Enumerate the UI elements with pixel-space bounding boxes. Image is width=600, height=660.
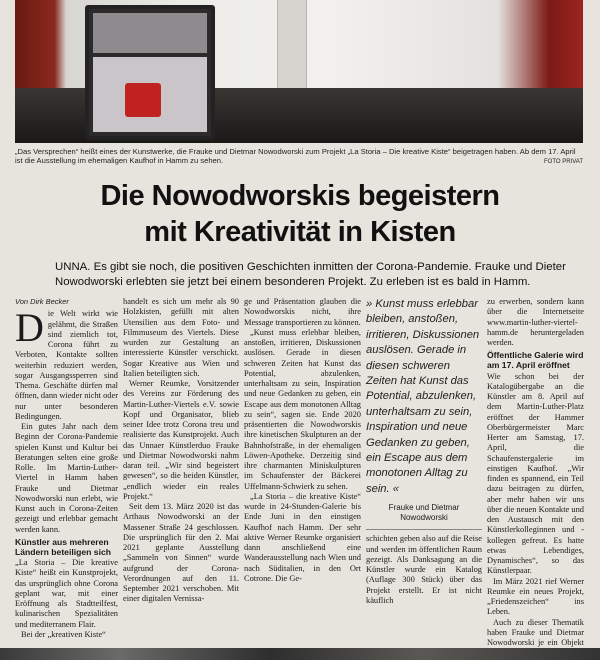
caption-text: „Das Versprechen“ heißt eines der Kunstwerke, die Frauke und Dietmar Nowodworski zum Projekt „La Storia – Die kreative Kiste“ beigetragen haben. Ab dem 17. April ist die Ausstellung im ehemaligen Kaufhof in Hamm zu sehen.: [15, 147, 576, 165]
paragraph: zu erwerben, sondern kann über die Internetseite www.martin-luther-viertel-hamm.de heruntergeladen werden.: [487, 297, 584, 347]
paragraph: Seit dem 13. März 2020 ist das Arthaus Nowodworski an der Massener Straße 24 geschlossen. Die ursprünglich für den 2. Mai 2021 geplante Ausstellung „Sammeln von Sinnen“ wurde aufgrund der Corona-Verordnungen auf den 11. September 2021 verschoben. Mit einer digitalen Vernissa-: [123, 502, 239, 604]
column-2: [123, 297, 239, 605]
art-box: [85, 5, 215, 140]
column-3: [244, 297, 361, 584]
paragraph: [15, 305, 118, 422]
art-box-tag: [125, 83, 161, 117]
paragraph: „La Storia – Die kreative Kiste“ heißt ein Kunstprojekt, das ursprünglich ohne Corona geplant war, mit einer Eröffnung als Stadtteilfest, kulinarischen Spezialitäten und mediterranem Flair.: [15, 558, 118, 629]
paragraph: Ein gutes Jahr nach dem Beginn der Corona-Pandemie spielen Kunst und Kultur bei Beratungen selten eine große Rolle. Im Martin-Luther-Viertel in Hamm haben Frauke und Dietmar Nowodworski nun erlebt, wie Kunst auch in Corona-Zeiten gezeigt und erlebbar gemacht werden kann.: [15, 422, 118, 534]
quote-attribution-line: Nowodworski: [400, 513, 448, 523]
paragraph: Im März 2021 rief Werner Reumke ein neues Projekt, „Friedenszeichen“ ins Leben.: [487, 576, 584, 617]
article-photo: [15, 0, 583, 143]
quote-attribution: [366, 503, 482, 523]
paragraph: Bei der „kreativen Kiste“: [21, 629, 106, 639]
paragraph: Werner Reumke, Vorsitzender des Vereins zur Förderung des Martin-Luther-Viertels e.V. sowie Kopf und Organisator, blieb seiner Idee trotz Corona treu und realisierte das Kunstprojekt. Auch das Unnaer Künstlerduo Frauke und Dietmar Nowodworski nahm daran teil. „Wir sind begeistert gewesen“, so die beiden Künstler, „endlich wieder ein reales Projekt.“: [123, 379, 239, 501]
pull-quote: » Kunst muss erlebbar bleiben, anstoßen, irritieren, Diskussionen auslösen. Gerade in diesen schweren Zeiten hat Kunst das Potential, abzulenken, unterhaltsam zu sein, Inspiration und neue Gedanken zu geben, ein Escape aus dem monotonen Alltag zu sein. «: [366, 298, 480, 495]
paragraph-text: ie Welt wirkt wie gelähmt, die Straßen sind ziemlich tot, Corona führt zu Verboten, Kontakte sollten weiterhin reduziert werden, sogar Ausgangssperren sind Thema. Geschäfte dürfen mal öffnen, dann wieder nicht oder nur unter besonderen Bedingungen.: [15, 309, 118, 421]
photo-caption: [15, 147, 583, 167]
headline-line-1: Die Nowodworskis begeistern: [100, 180, 500, 212]
art-box-lid: [93, 13, 207, 53]
lead-paragraph: UNNA. Es gibt sie noch, die positiven Geschichten inmitten der Corona-Pandemie. Frauke und Dieter Nowodworski erlebten sie jetzt bei einem besonderen Projekt. Zu erleben ist es bald in Hamm.: [55, 261, 566, 288]
column-1: [15, 297, 118, 640]
paragraph: handelt es sich um mehr als 90 Holzkisten, gefüllt mit alten Utensilien aus dem Foto- und Filmmuseum des Viertels. Diese wurden zur Gestaltung an interessierte Künstler verschickt. Sogar Kreative aus Wien und Italien beteiligten sich.: [123, 297, 239, 378]
photo-pillar: [277, 0, 307, 95]
divider: [366, 529, 482, 530]
headline: [20, 178, 580, 250]
paragraph: Auch zu dieser Thematik haben Frauke und Dietmar Nowodworski je ein Objekt: [487, 617, 584, 648]
subheading: Öffentliche Galerie wird am 17. April eröffnet: [487, 350, 584, 371]
paragraph: ge und Präsentation glauben die Nowodworskis nicht, ihre Message transportieren zu können.: [244, 297, 361, 327]
column-4: [366, 297, 482, 606]
paragraph: schichten geben also auf die Reise und werden im öffentlichen Raum gezeigt. Als Danksagung an die Künstler wurde ein Katalog (Auflage 300 Stück) über das Projekt erstellt. Er ist nicht käuflich: [366, 534, 482, 605]
subheading: Künstler aus mehreren Ländern beteiligen sich: [15, 536, 111, 557]
paragraph: „Kunst muss erlebbar bleiben, anstoßen, irritieren, Diskussionen auslösen. Gerade in diesen schweren Zeiten hat Kunst das Potential, abzulenken, unterhaltsam zu sein, Inspiration und neue Gedanken zu geben, ein Escape aus dem monotonen Alltag zu sein“, sagen sie. Ende 2020 präsentierten die Nowodworskis ihre kinetischen Skulpturen an der Bahnhofstraße, in der ehemaligen Löwen-Apotheke. Derzeitig sind ihre charmanten Miniskulpturen im Schaufenster der Bäckerei Uffelmann-Schwierk zu sehen.: [244, 327, 361, 491]
quote-attribution-line: Frauke und Dietmar: [388, 503, 460, 513]
paragraph: Wie schon bei der Katalogübergabe an die Künstler am 8. April auf dem Martin-Luther-Platz eröffnet der Hammer Oberbürgermeister Marc Herter am Samstag, 17. April, die Schaufenstergalerie im einstigen Kaufhof. „Wir finden es spannend, ein Teil dazu beitragen zu dürfen, aber mehr haben wir uns über die neuen Kontakte und den Austausch mit den Künstlerkolleginnen und -kollegen gefreut. Es hatte etwas Lebendiges, Dynamisches“, so das Künstlerpaar.: [487, 371, 584, 576]
byline: Von Dirk Becker: [15, 297, 69, 306]
paragraph: „La Storia – die kreative Kiste“ wurde in 24-Stunden-Galerie bis Ende Juni in den einstigen Kaufhof nach Hamm. Der sehr aktive Werner Reumke organisiert dann anschließend eine Wanderausstellung nach Wien und nach Süditalien, in den Ort Cotrone. Die Ge-: [244, 491, 361, 583]
headline-line-2: mit Kreativität in Kisten: [144, 216, 456, 248]
bottom-photo-strip: [0, 648, 600, 660]
dropcap: D: [15, 305, 44, 351]
column-5: [487, 297, 584, 659]
photo-credit: FOTO PRIVAT: [543, 159, 583, 165]
